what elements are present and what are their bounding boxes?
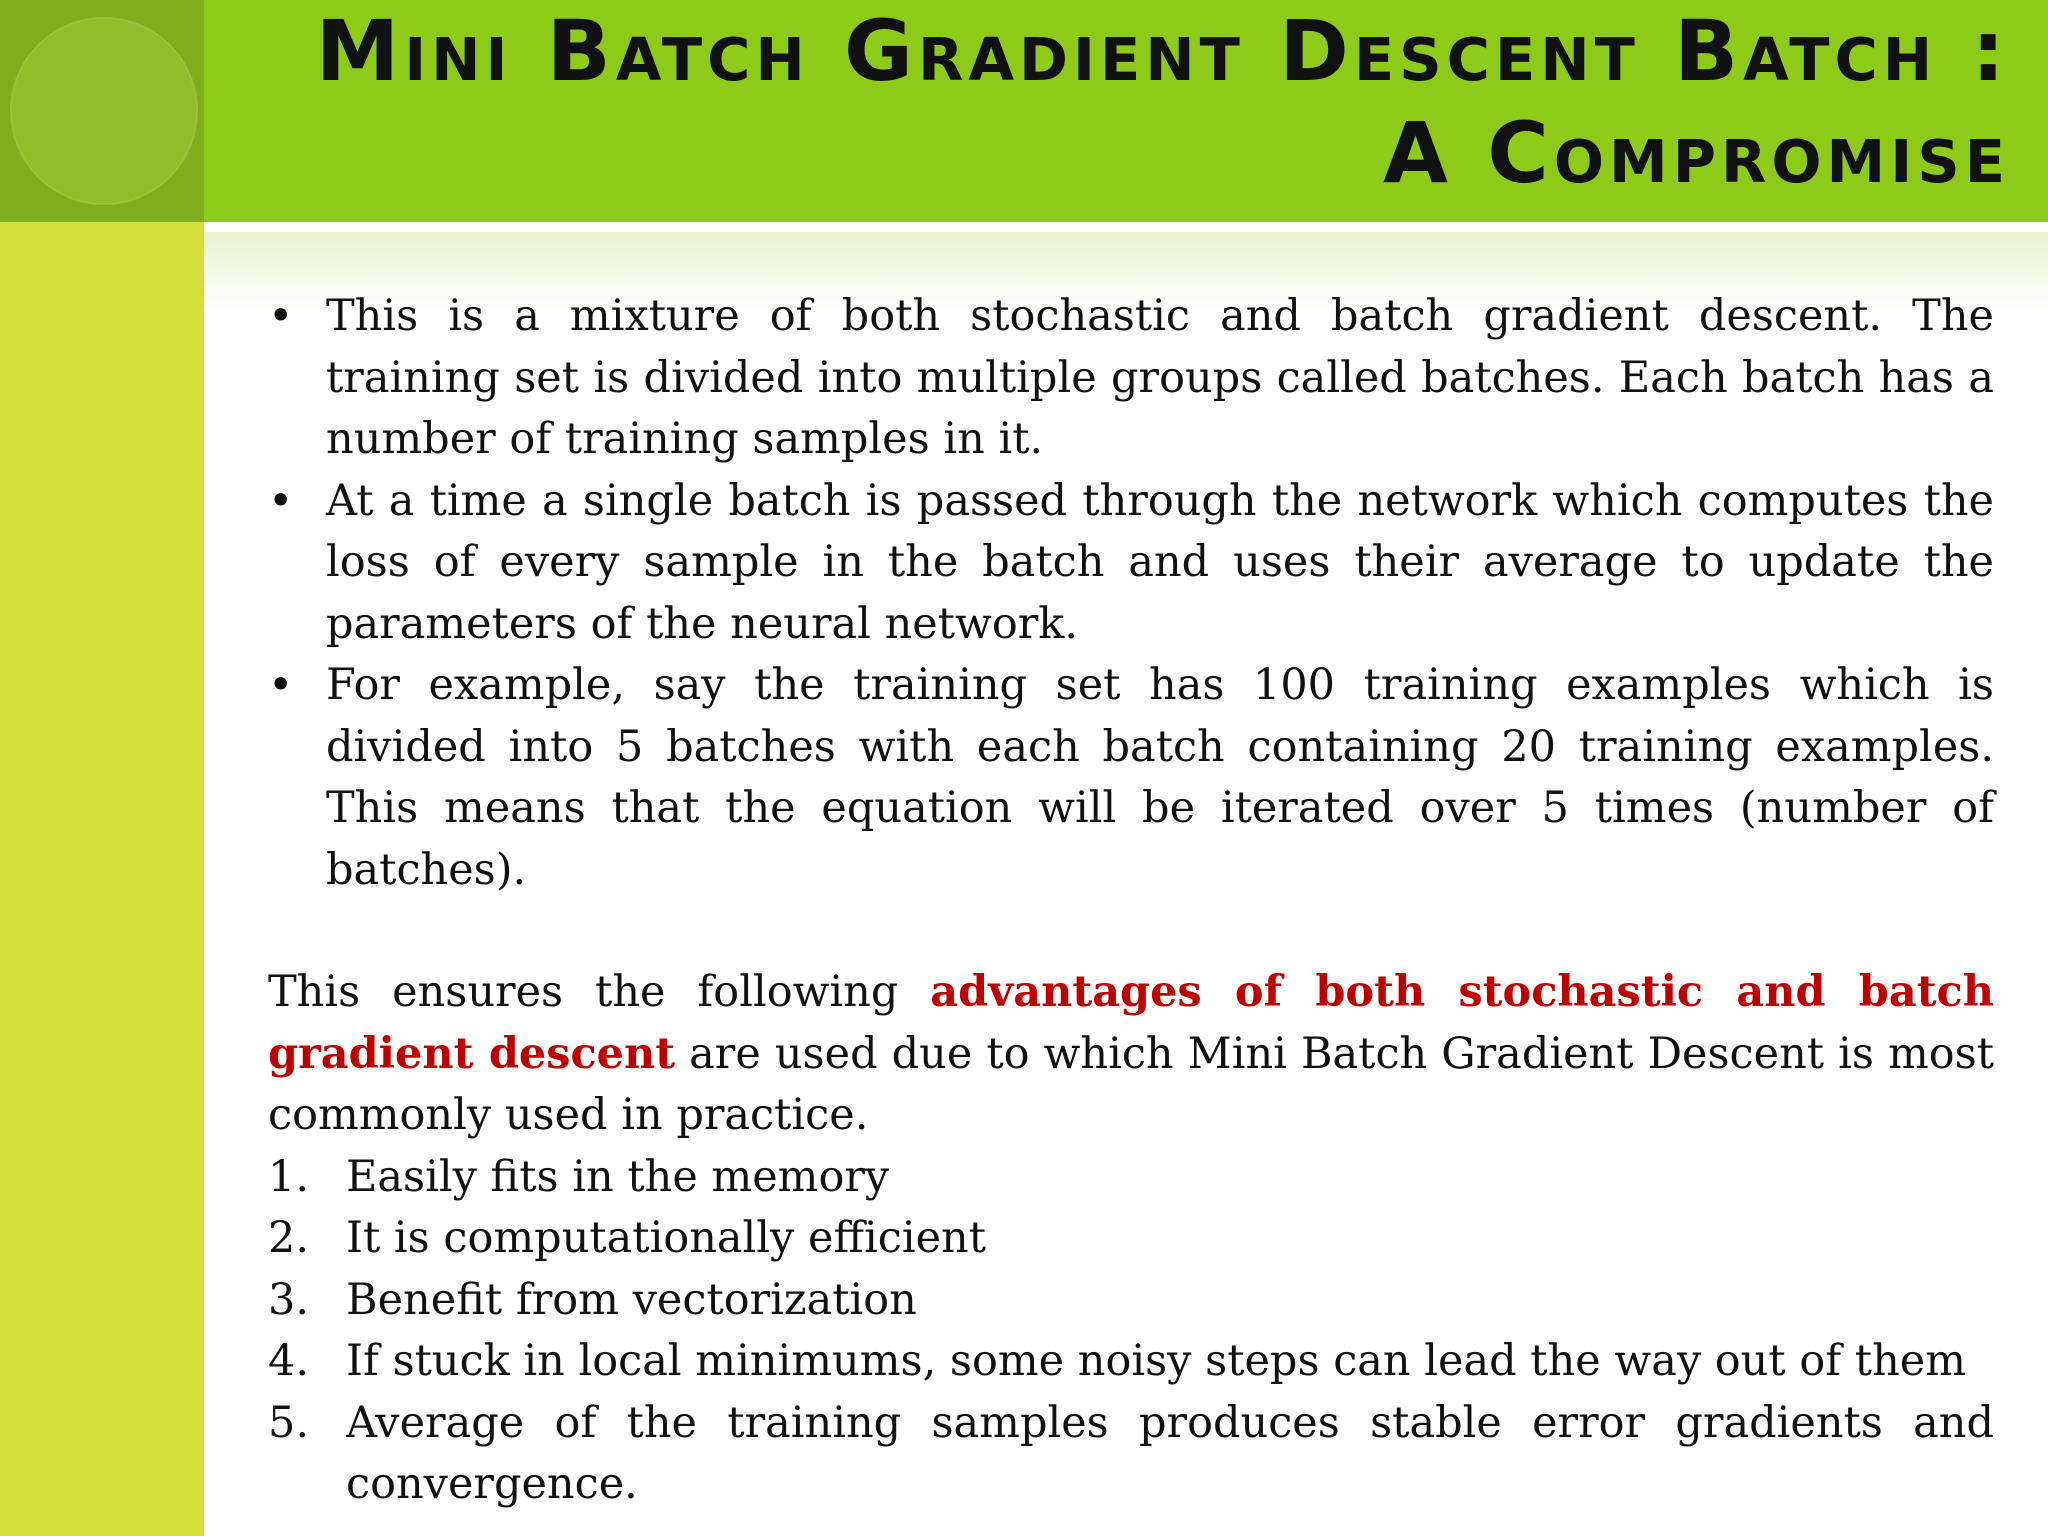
advantage-item [268, 1331, 1994, 1393]
advantage-text: Average of the training samples produces stable error gradients and convergence. [346, 1397, 1994, 1509]
decorative-circle [10, 17, 198, 205]
advantage-item [268, 1270, 1994, 1332]
advantage-text: Benefit from vectorization [346, 1274, 917, 1325]
bullet-item: • For example, say the training set has 100 training examples which is divided into 5 batches with each batch containing 20 training examples. This means that the equation will be iterated over 5 times (number of batches). [268, 655, 1994, 901]
bullet-list [268, 286, 1994, 901]
advantage-number: 5. [268, 1397, 310, 1448]
summary-paragraph [268, 962, 1994, 1147]
slide-body [268, 286, 1994, 1516]
corner-decoration [0, 0, 204, 222]
advantage-number: 4. [268, 1336, 310, 1386]
advantage-text: It is computationally efficient [346, 1213, 987, 1263]
advantage-number: 2. [268, 1213, 310, 1263]
slide-title-line-2: A Compromise [1382, 104, 2010, 202]
advantage-text: Easily fits in the memory [346, 1151, 890, 1202]
advantage-number: 3. [268, 1274, 310, 1325]
slide-title [180, 0, 2010, 204]
advantage-number: 1. [268, 1151, 310, 1202]
title-divider [204, 222, 2048, 232]
summary-highlight: advantages of both stochastic and batch gradient descent [268, 967, 1994, 1079]
advantage-text: If stuck in local minimums, some noisy steps can lead the way out of them [346, 1336, 1966, 1386]
bullet-item: • At a time a single batch is passed through the network which computes the loss of every sample in the batch and uses their average to update the parameters of the neural network. [268, 471, 1994, 656]
advantage-item [268, 1393, 1994, 1516]
summary-tail: are used due to which Mini Batch Gradient Descent is most commonly used in practice. [268, 1028, 1994, 1140]
summary-lead: This ensures the following [268, 967, 931, 1017]
slide-title-line-1: Mini Batch Gradient Descent Batch : [315, 2, 2010, 100]
advantage-item [268, 1208, 1994, 1270]
left-accent-bar [0, 222, 204, 1536]
advantage-item [268, 1147, 1994, 1209]
bullet-item: • This is a mixture of both stochastic and batch gradient descent. The training set is divided into multiple groups called batches. Each batch has a number of training samples in it. [268, 286, 1994, 471]
advantages-list [268, 1147, 1994, 1516]
